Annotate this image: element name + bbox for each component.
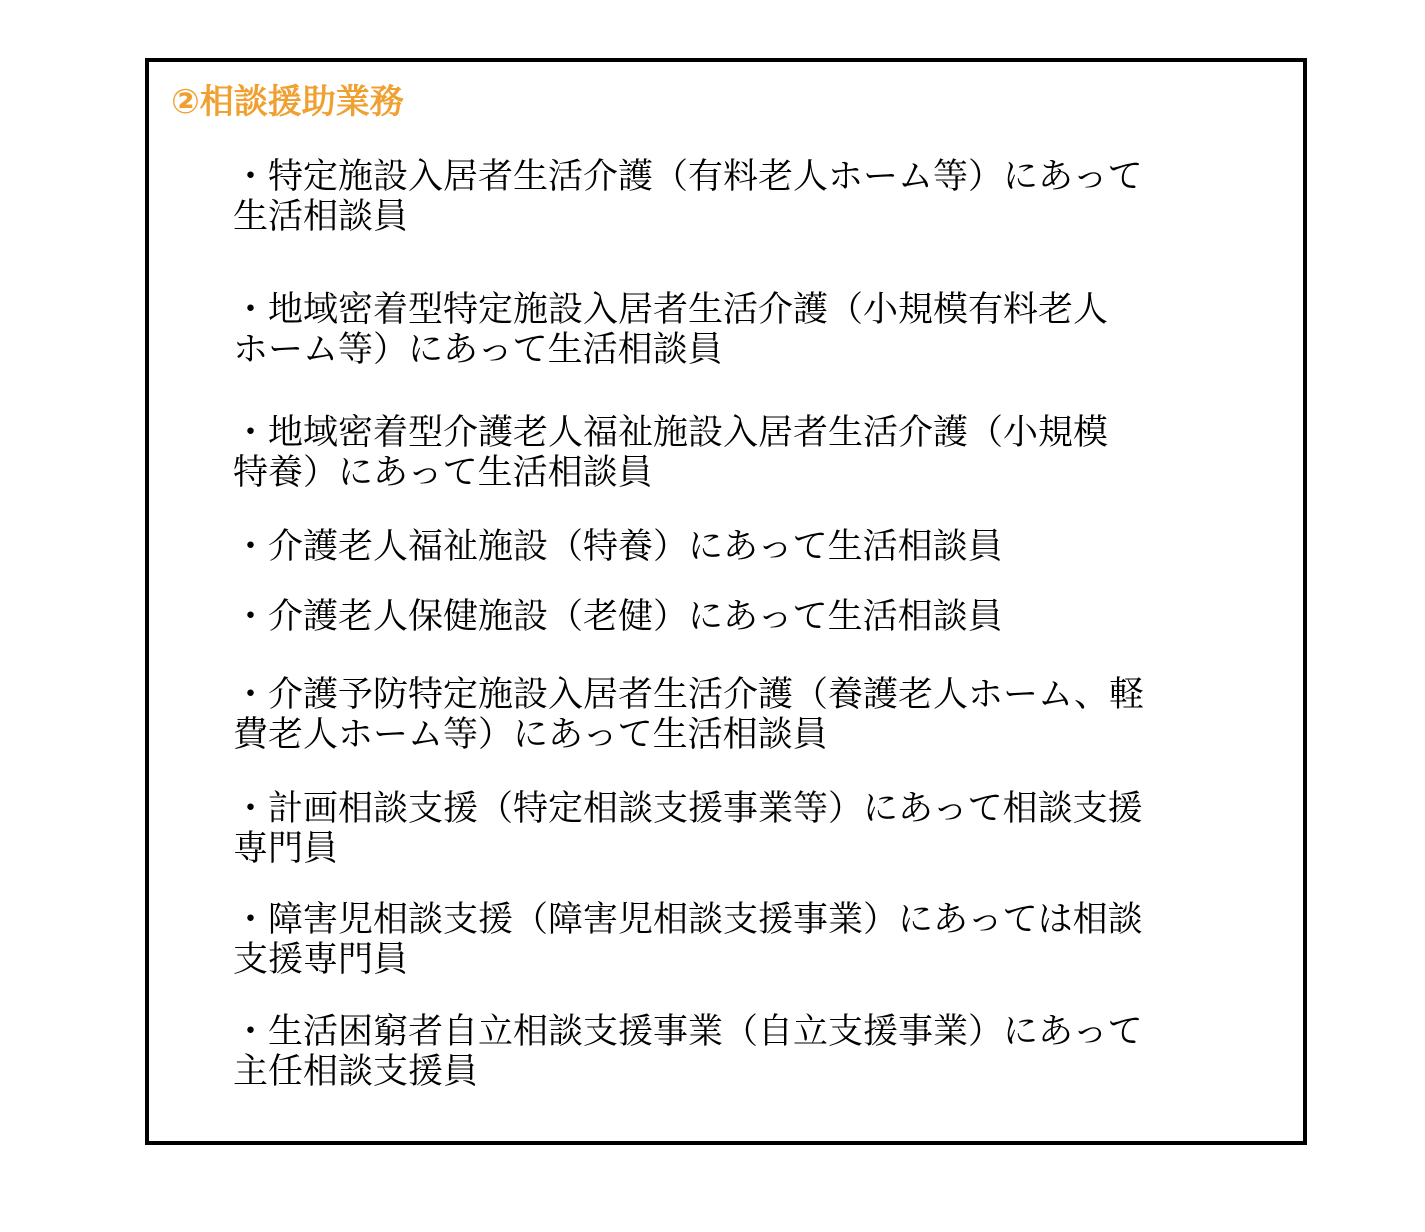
list-item <box>233 527 1233 567</box>
list-item <box>233 1012 1233 1092</box>
list-item <box>233 900 1233 980</box>
list-item-line: ・介護老人福祉施設（特養）にあって生活相談員 <box>233 527 1003 567</box>
list-item-line: ・介護老人保健施設（老健）にあって生活相談員 <box>233 597 1003 637</box>
list-item <box>233 597 1233 637</box>
list-item <box>233 789 1233 869</box>
list-item <box>233 290 1233 370</box>
list-item-line: ・障害児相談支援（障害児相談支援事業）にあっては相談 <box>233 900 1143 940</box>
list-item-line: 主任相談支援員 <box>233 1052 479 1092</box>
list-item-line: 特養）にあって生活相談員 <box>233 453 653 493</box>
list-item-line: 生活相談員 <box>233 197 409 237</box>
list-item-line: ・地域密着型介護老人福祉施設入居者生活介護（小規模 <box>233 413 1109 453</box>
list-item-line: ・計画相談支援（特定相談支援事業等）にあって相談支援 <box>233 789 1143 829</box>
list-item-line: ・地域密着型特定施設入居者生活介護（小規模有料老人 <box>233 290 1109 330</box>
list-item <box>233 413 1233 493</box>
section-heading: ②相談援助業務 <box>171 82 404 122</box>
list-item-line: ・特定施設入居者生活介護（有料老人ホーム等）にあって <box>233 157 1143 197</box>
list-item-line: 専門員 <box>233 829 339 869</box>
list-item-line: ホーム等）にあって生活相談員 <box>233 330 723 370</box>
list-item <box>233 157 1233 237</box>
list-item-line: 費老人ホーム等）にあって生活相談員 <box>233 715 828 755</box>
list-item <box>233 675 1233 755</box>
list-item-line: ・介護予防特定施設入居者生活介護（養護老人ホーム、軽 <box>233 675 1145 715</box>
list-item-line: ・生活困窮者自立相談支援事業（自立支援事業）にあって <box>233 1012 1143 1052</box>
bordered-box <box>145 58 1307 1145</box>
list-item-line: 支援専門員 <box>233 940 409 980</box>
